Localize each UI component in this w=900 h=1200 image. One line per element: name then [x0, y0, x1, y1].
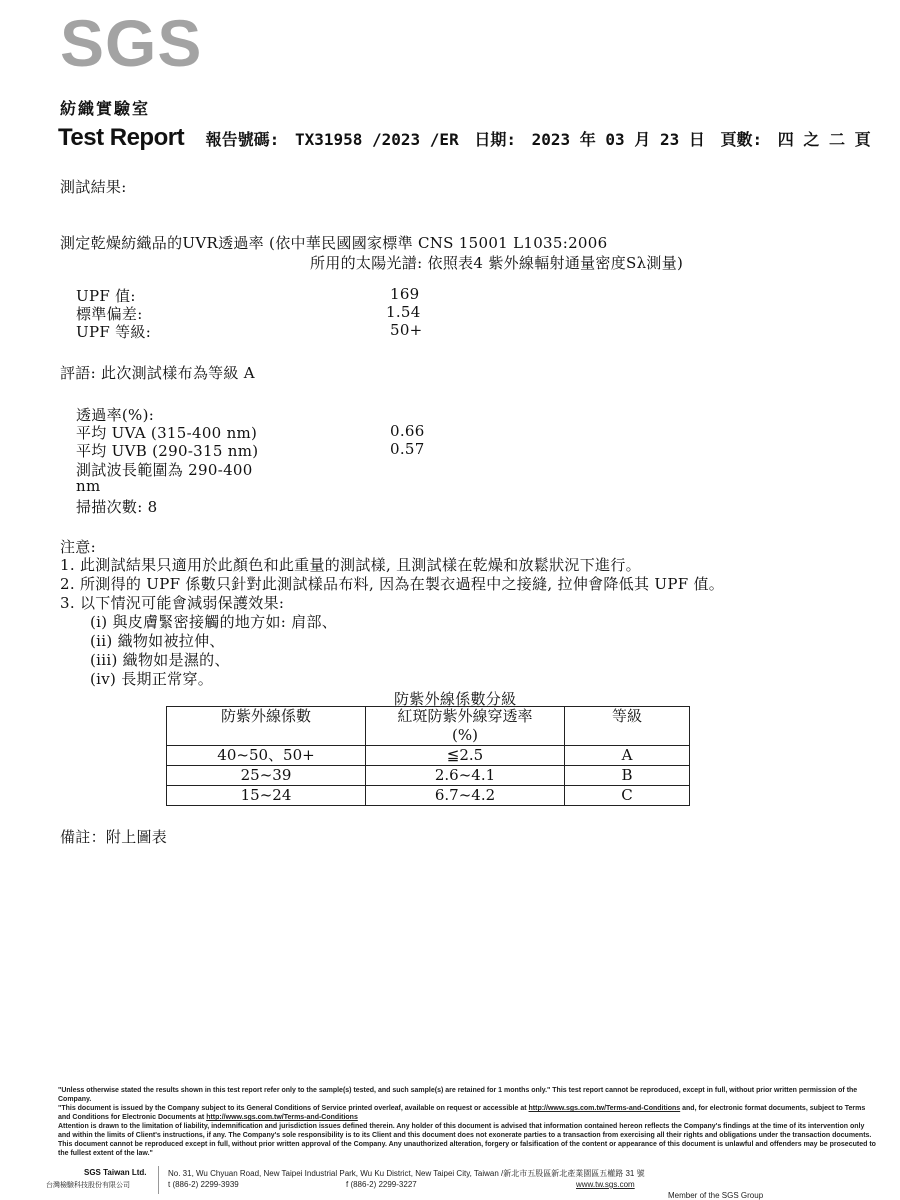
- report-date: 2023 年 03 月 23 日: [531, 130, 705, 149]
- disclaimer-text: and, for electronic format documents, subject to Terms and Conditions for Electronic Documents at: [58, 1105, 866, 1121]
- pages-label: 頁數:: [720, 130, 763, 149]
- uvb-label: 平均 UVB (290-315 nm): [76, 442, 259, 460]
- scan-count: 掃描次數: 8: [76, 498, 158, 516]
- table-cell: 25~39: [167, 766, 366, 786]
- pages-value: 四 之 二 頁: [777, 130, 871, 149]
- note-item: 3. 以下情況可能會減弱保護效果:: [60, 594, 285, 612]
- grade-table: [166, 706, 690, 806]
- report-meta: [206, 130, 877, 149]
- table-header-cell: 防紫外線係數: [167, 707, 366, 746]
- table-header-row: [167, 707, 690, 746]
- wavelength-range-unit: nm: [76, 477, 101, 495]
- table-cell: 2.6~4.1: [366, 766, 565, 786]
- uva-label: 平均 UVA (315-400 nm): [76, 424, 258, 442]
- upf-value: 169: [390, 285, 420, 303]
- note-sub-item: (iii) 織物如是濕的、: [90, 651, 230, 669]
- date-label: 日期:: [474, 130, 516, 149]
- sgs-logo-text: SGS: [60, 8, 203, 70]
- table-header-text: 紅斑防紫外線穿透率: [397, 707, 533, 725]
- method-line-1: 測定乾燥紡織品的UVR透過率 (依中華民國國家標準 CNS 15001 L1035:2006: [60, 234, 608, 252]
- note-item: 1. 此測試結果只適用於此顏色和此重量的測試樣, 且測試樣在乾燥和放鬆狀況下進行。: [60, 556, 641, 574]
- report-number-label: 報告號碼:: [205, 130, 280, 149]
- footer-disclaimer: [58, 1086, 878, 1158]
- sgs-logo: [58, 8, 208, 70]
- table-header-cell: [366, 707, 565, 746]
- note-item: 2. 所測得的 UPF 係數只針對此測試樣品布料, 因為在製衣過程中之接縫, 拉伸會降低其 UPF 值。: [60, 575, 725, 593]
- table-header-unit: (%): [452, 726, 478, 744]
- method-line-2: 所用的太陽光譜: 依照表4 紫外線輻射通量密度Sλ測量): [310, 254, 684, 272]
- wavelength-range: 測試波長範圍為 290-400: [76, 461, 253, 479]
- disclaimer-text: "This document is issued by the Company subject to its General Conditions of Service printed overleaf, available on request or accessible at: [58, 1105, 527, 1112]
- disclaimer-paragraph: Attention is drawn to the limitation of liability, indemnification and jurisdiction issues defined therein. Any holder of this document is advised that information contained hereon reflects the Company's findings at the time of its intervention only and within the limits of Client's instructions, if any. The Company's sole responsibility is to its Client and this document does not exonerate parties to a transaction from exercising all their rights and obligations under the transaction documents. This document cannot be reproduced except in full, without prior written approval of the Company. Any unauthorized alteration, forgery or falsification of the content or appearance of this document is unlawful and offenders may be prosecuted to the fullest extent of the law.": [58, 1123, 876, 1157]
- company-website-link[interactable]: www.tw.sgs.com: [576, 1180, 635, 1189]
- upf-label: UPF 值:: [76, 287, 136, 305]
- table-cell: A: [565, 746, 690, 766]
- upf-grade-label: UPF 等級:: [76, 323, 152, 341]
- table-cell: B: [565, 766, 690, 786]
- report-title: Test Report: [58, 124, 185, 151]
- note-sub-item: (iv) 長期正常穿。: [90, 670, 214, 688]
- upf-grade-value: 50+: [390, 321, 423, 339]
- table-cell: ≦2.5: [366, 746, 565, 766]
- table-cell: 15~24: [167, 786, 366, 806]
- footer-divider: [158, 1166, 159, 1194]
- report-number: TX31958 /2023 /ER: [294, 130, 459, 149]
- company-address: No. 31, Wu Chyuan Road, New Taipei Industrial Park, Wu Ku District, New Taipei City, Taiwan /新北市五股區新北產業園區五權路 31 號: [168, 1169, 645, 1178]
- company-name-zh: 台灣檢驗科技股份有限公司: [46, 1182, 130, 1189]
- std-dev-value: 1.54: [386, 303, 421, 321]
- note-sub-item: (i) 與皮膚緊密接觸的地方如: 肩部、: [90, 613, 338, 631]
- member-text: Member of the SGS Group: [668, 1191, 764, 1200]
- terms-link[interactable]: http://www.sgs.com.tw/Terms-and-Conditions: [528, 1105, 681, 1112]
- company-tel: t (886-2) 2299-3939: [168, 1180, 239, 1189]
- uvb-value: 0.57: [390, 440, 425, 458]
- lab-name: 紡織實驗室: [60, 99, 151, 118]
- disclaimer-paragraph: "Unless otherwise stated the results shown in this test report refer only to the sample(s) tested, and such sample(s) are retained for 1 months only." This test report cannot be reproduced, except in full, without prior written permission of the Company.: [58, 1087, 858, 1103]
- report-header: [58, 124, 877, 152]
- table-cell: 40~50、50+: [167, 746, 366, 766]
- table-row: [167, 786, 690, 806]
- table-header-cell: 等級: [565, 707, 690, 746]
- grade-table-title: 防紫外線係數分級: [394, 690, 517, 708]
- table-row: [167, 746, 690, 766]
- uva-value: 0.66: [390, 422, 425, 440]
- remark: 備註：附上圖表: [60, 828, 168, 846]
- results-heading: 測試結果:: [60, 178, 127, 196]
- comment: 評語: 此次測試樣布為等級 A: [60, 364, 255, 382]
- transmission-heading: 透過率(%):: [76, 406, 155, 424]
- company-fax: f (886-2) 2299-3227: [346, 1180, 417, 1189]
- table-cell: C: [565, 786, 690, 806]
- notes-heading: 注意:: [60, 538, 96, 556]
- table-cell: 6.7~4.2: [366, 786, 565, 806]
- note-sub-item: (ii) 織物如被拉伸、: [90, 632, 225, 650]
- terms-link-electronic[interactable]: http://www.sgs.com.tw/Terms-and-Conditions: [206, 1114, 358, 1121]
- table-row: [167, 766, 690, 786]
- disclaimer-paragraph: [58, 1104, 878, 1122]
- std-dev-label: 標準偏差:: [76, 305, 143, 323]
- company-name-en: SGS Taiwan Ltd.: [84, 1168, 147, 1177]
